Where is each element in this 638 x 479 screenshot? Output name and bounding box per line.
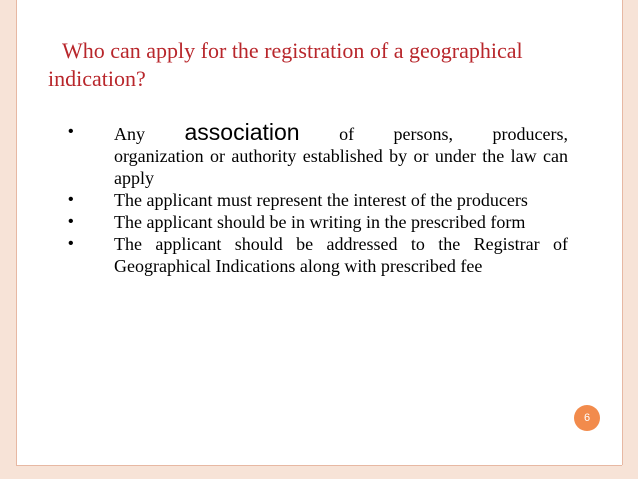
slide-border-left bbox=[16, 0, 17, 465]
bullet-marker: • bbox=[68, 213, 74, 230]
bullet-lead: Any bbox=[114, 124, 145, 144]
bullet-rest: organization or authority established by or under the law can apply bbox=[114, 146, 568, 188]
bullet-emphasis: association bbox=[184, 119, 300, 145]
bullet-text: The applicant should be addressed to the Registrar of Geographical Indications along with prescribed fee bbox=[114, 234, 568, 276]
bullet-marker: • bbox=[68, 191, 74, 208]
slide-border-bottom bbox=[16, 465, 622, 466]
bullet-list bbox=[68, 121, 568, 277]
bullet-item bbox=[68, 233, 568, 277]
bullet-marker: • bbox=[68, 235, 74, 252]
slide-border-right bbox=[622, 0, 623, 465]
bullet-text: The applicant should be in writing in the prescribed form bbox=[114, 212, 526, 232]
bullet-marker: • bbox=[68, 123, 74, 140]
bullet-text: The applicant must represent the interest of the producers bbox=[114, 190, 528, 210]
bullet-item bbox=[68, 211, 568, 233]
bullet-item bbox=[68, 121, 568, 189]
slide-title: Who can apply for the registration of a geographical indication? bbox=[48, 38, 523, 91]
bullet-first-line bbox=[114, 121, 568, 145]
page-number-badge: 6 bbox=[574, 405, 600, 431]
bullet-item bbox=[68, 189, 568, 211]
bullet-rest-first-line: of persons, producers, bbox=[339, 124, 569, 144]
